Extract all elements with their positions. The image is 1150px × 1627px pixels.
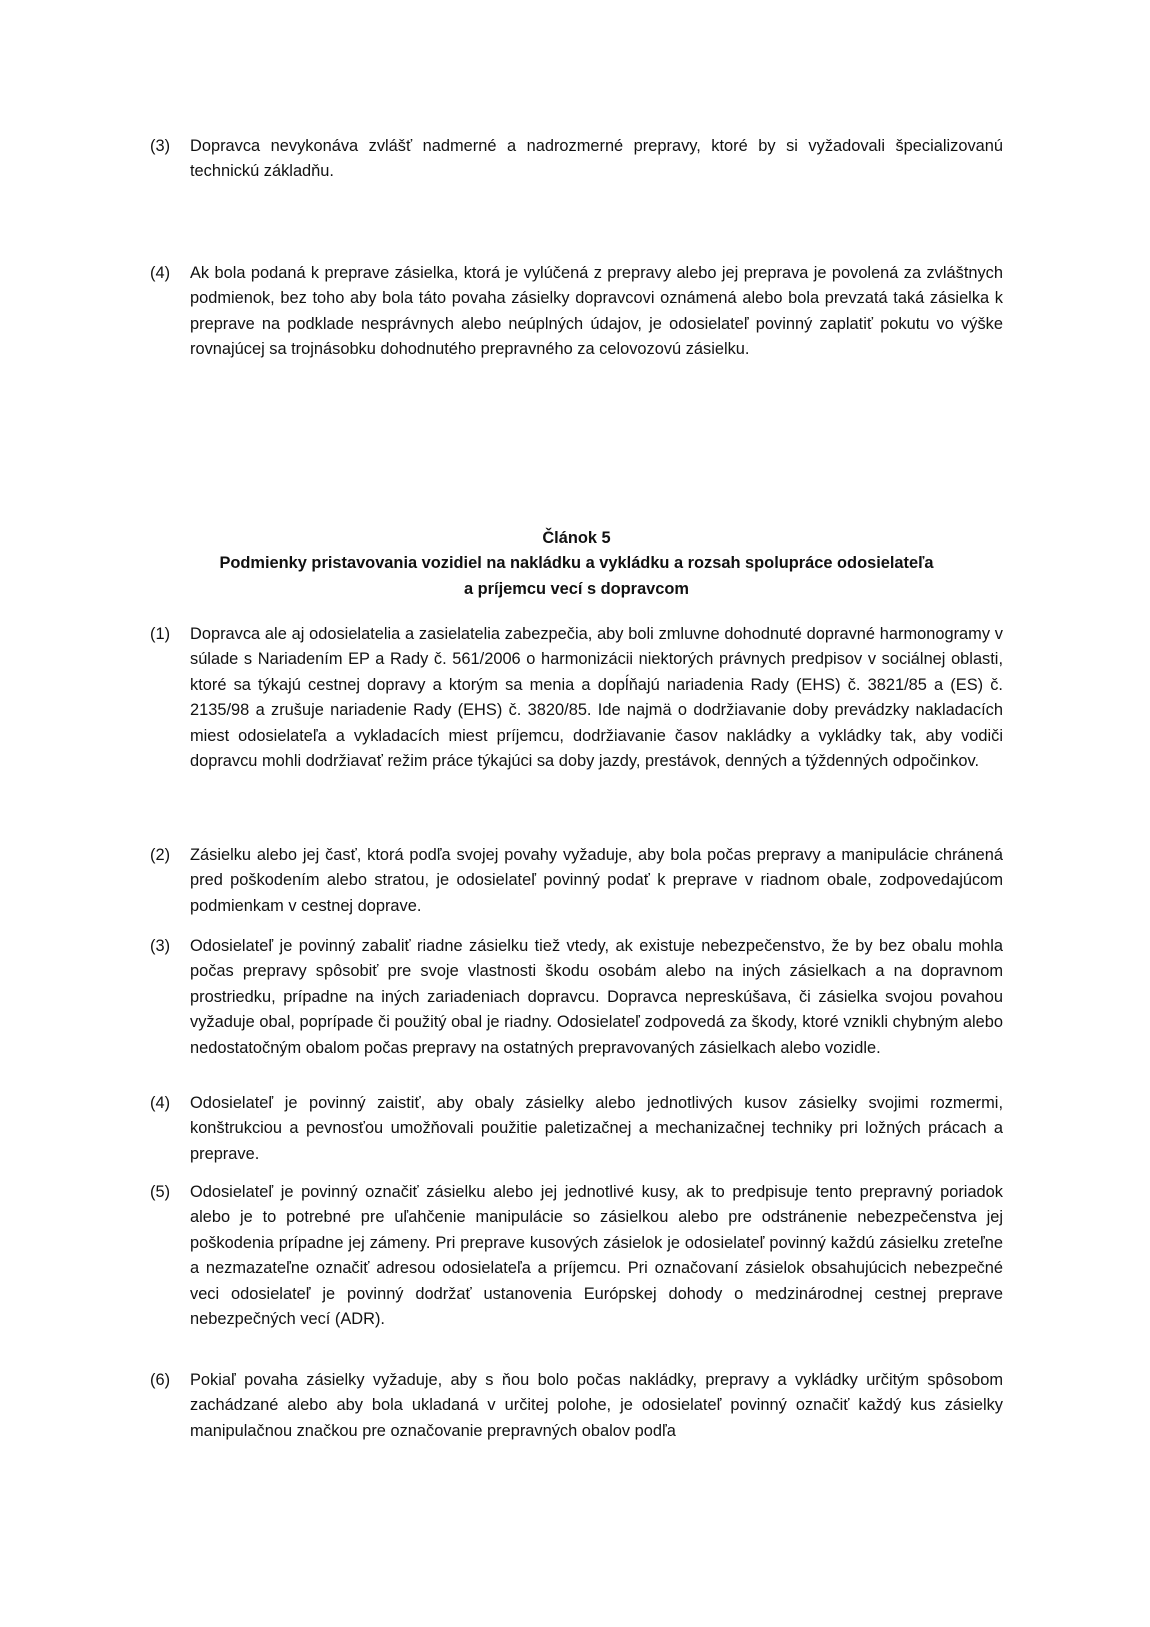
paragraph-number: (3) [150, 937, 171, 955]
paragraph-text: Ak bola podaná k preprave zásielka, ktorá je vylúčená z prepravy alebo jej preprava je povolená za zvláštnych podmienok, bez toho aby bola táto povaha zásielky dopravcovi oznámená alebo bola prevzatá taká zásielka k preprave na podklade nesprávnych alebo neúplných údajov, je odosielateľ povinný zaplatiť pokutu vo výške rovnajúcej sa trojnásobku dohodnutého prepravného za celovozovú zásielku. [190, 264, 1003, 359]
paragraph-number: (3) [150, 137, 171, 155]
article-paragraph-1 [150, 622, 1003, 774]
paragraph-text: Odosielateľ je povinný zaistiť, aby obaly zásielky alebo jednotlivých kusov zásielky svojimi rozmermi, konštrukciou a pevnosťou umožňovali použitie paletizačnej a mechanizačnej techniky pri ložných prácach a preprave. [190, 1094, 1003, 1163]
article-title-line2: a príjemcu vecí s dopravcom [463, 579, 689, 598]
paragraph-number: (6) [150, 1371, 171, 1389]
article-paragraph-2 [150, 843, 1003, 919]
paragraph-text: Odosielateľ je povinný označiť zásielku alebo jej jednotlivé kusy, ak to predpisuje tento prepravný poriadok alebo je to potrebné pre uľahčenie manipulácie so zásielkou alebo pre odstránenie nebezpečenstva jej poškodenia prípadne jej zámeny. Pri preprave kusových zásielok je odosielateľ povinný každú zásielku zreteľne a nezmazateľne označiť adresou odosielateľa a príjemcu. Pri označovaní zásielok obsahujúcich nebezpečné veci odosielateľ je povinný dodržať ustanovenia Európskej dohody o medzinárodnej cestnej preprave nebezpečných vecí (ADR). [190, 1183, 1003, 1329]
article-paragraph-6 [150, 1368, 1003, 1444]
article-label: Článok 5 [542, 529, 611, 547]
article-paragraph-3 [150, 934, 1003, 1061]
article-title-line1: Podmienky pristavovania vozidiel na nakládku a vykládku a rozsah spolupráce odosielateľa [219, 554, 934, 573]
paragraph-text: Dopravca ale aj odosielatelia a zasielatelia zabezpečia, aby boli zmluvne dohodnuté dopravné harmonogramy v súlade s Nariadením EP a Rady č. 561/2006 o harmonizácii niektorých právnych predpisov v sociálnej oblasti, ktoré sa týkajú cestnej dopravy a ktorým sa menia a dopĺňajú nariadenia Rady (EHS) č. 3821/85 a (ES) č. 2135/98 a zrušuje nariadenie Rady (EHS) č. 3820/85. Ide najmä o dodržiavanie doby prevádzky nakladacích miest odosielateľa a vykladacích miest príjemcu, dodržiavanie časov nakládky a vykládky tak, aby vodiči dopravcu mohli dodržiavať režim práce týkajúci sa doby jazdy, prestávok, denných a týždenných odpočinkov. [190, 625, 1003, 771]
paragraph-text: Dopravca nevykonáva zvlášť nadmerné a nadrozmerné prepravy, ktoré by si vyžadovali špecializovanú technickú základňu. [190, 137, 1003, 181]
paragraph-number: (4) [150, 264, 171, 282]
paragraph-text: Zásielku alebo jej časť, ktorá podľa svojej povahy vyžaduje, aby bola počas prepravy a manipulácie chránená pred poškodením alebo stratou, je odosielateľ povinný podať k preprave v riadnom obale, zodpovedajúcom podmienkam v cestnej doprave. [190, 846, 1003, 915]
article-paragraph-5 [150, 1180, 1003, 1332]
article-heading [150, 526, 1003, 602]
paragraph-4-top [150, 261, 1003, 363]
paragraph-text: Pokiaľ povaha zásielky vyžaduje, aby s ňou bolo počas nakládky, prepravy a vykládky určitým spôsobom zachádzané alebo aby bola ukladaná v určitej polohe, je odosielateľ povinný označiť každý kus zásielky manipulačnou značkou pre označovanie prepravných obalov podľa [190, 1371, 1003, 1440]
article-paragraph-4 [150, 1091, 1003, 1167]
paragraph-3-top [150, 134, 1003, 185]
paragraph-number: (2) [150, 846, 171, 864]
paragraph-number: (1) [150, 625, 171, 643]
paragraph-number: (4) [150, 1094, 171, 1112]
paragraph-text: Odosielateľ je povinný zabaliť riadne zásielku tiež vtedy, ak existuje nebezpečenstvo, že by bez obalu mohla počas prepravy spôsobiť pre svoje vlastnosti škodu osobám alebo na iných zásielkach a na dopravnom prostriedku, prípadne na iných zariadeniach dopravcu. Dopravca nepreskúšava, či zásielka svojou povahou vyžaduje obal, poprípade či použitý obal je riadny. Odosielateľ zodpovedá za škody, ktoré vznikli chybným alebo nedostatočným obalom počas prepravy na ostatných prepravovaných zásielkach alebo vozidle. [190, 937, 1003, 1057]
paragraph-number: (5) [150, 1183, 171, 1201]
